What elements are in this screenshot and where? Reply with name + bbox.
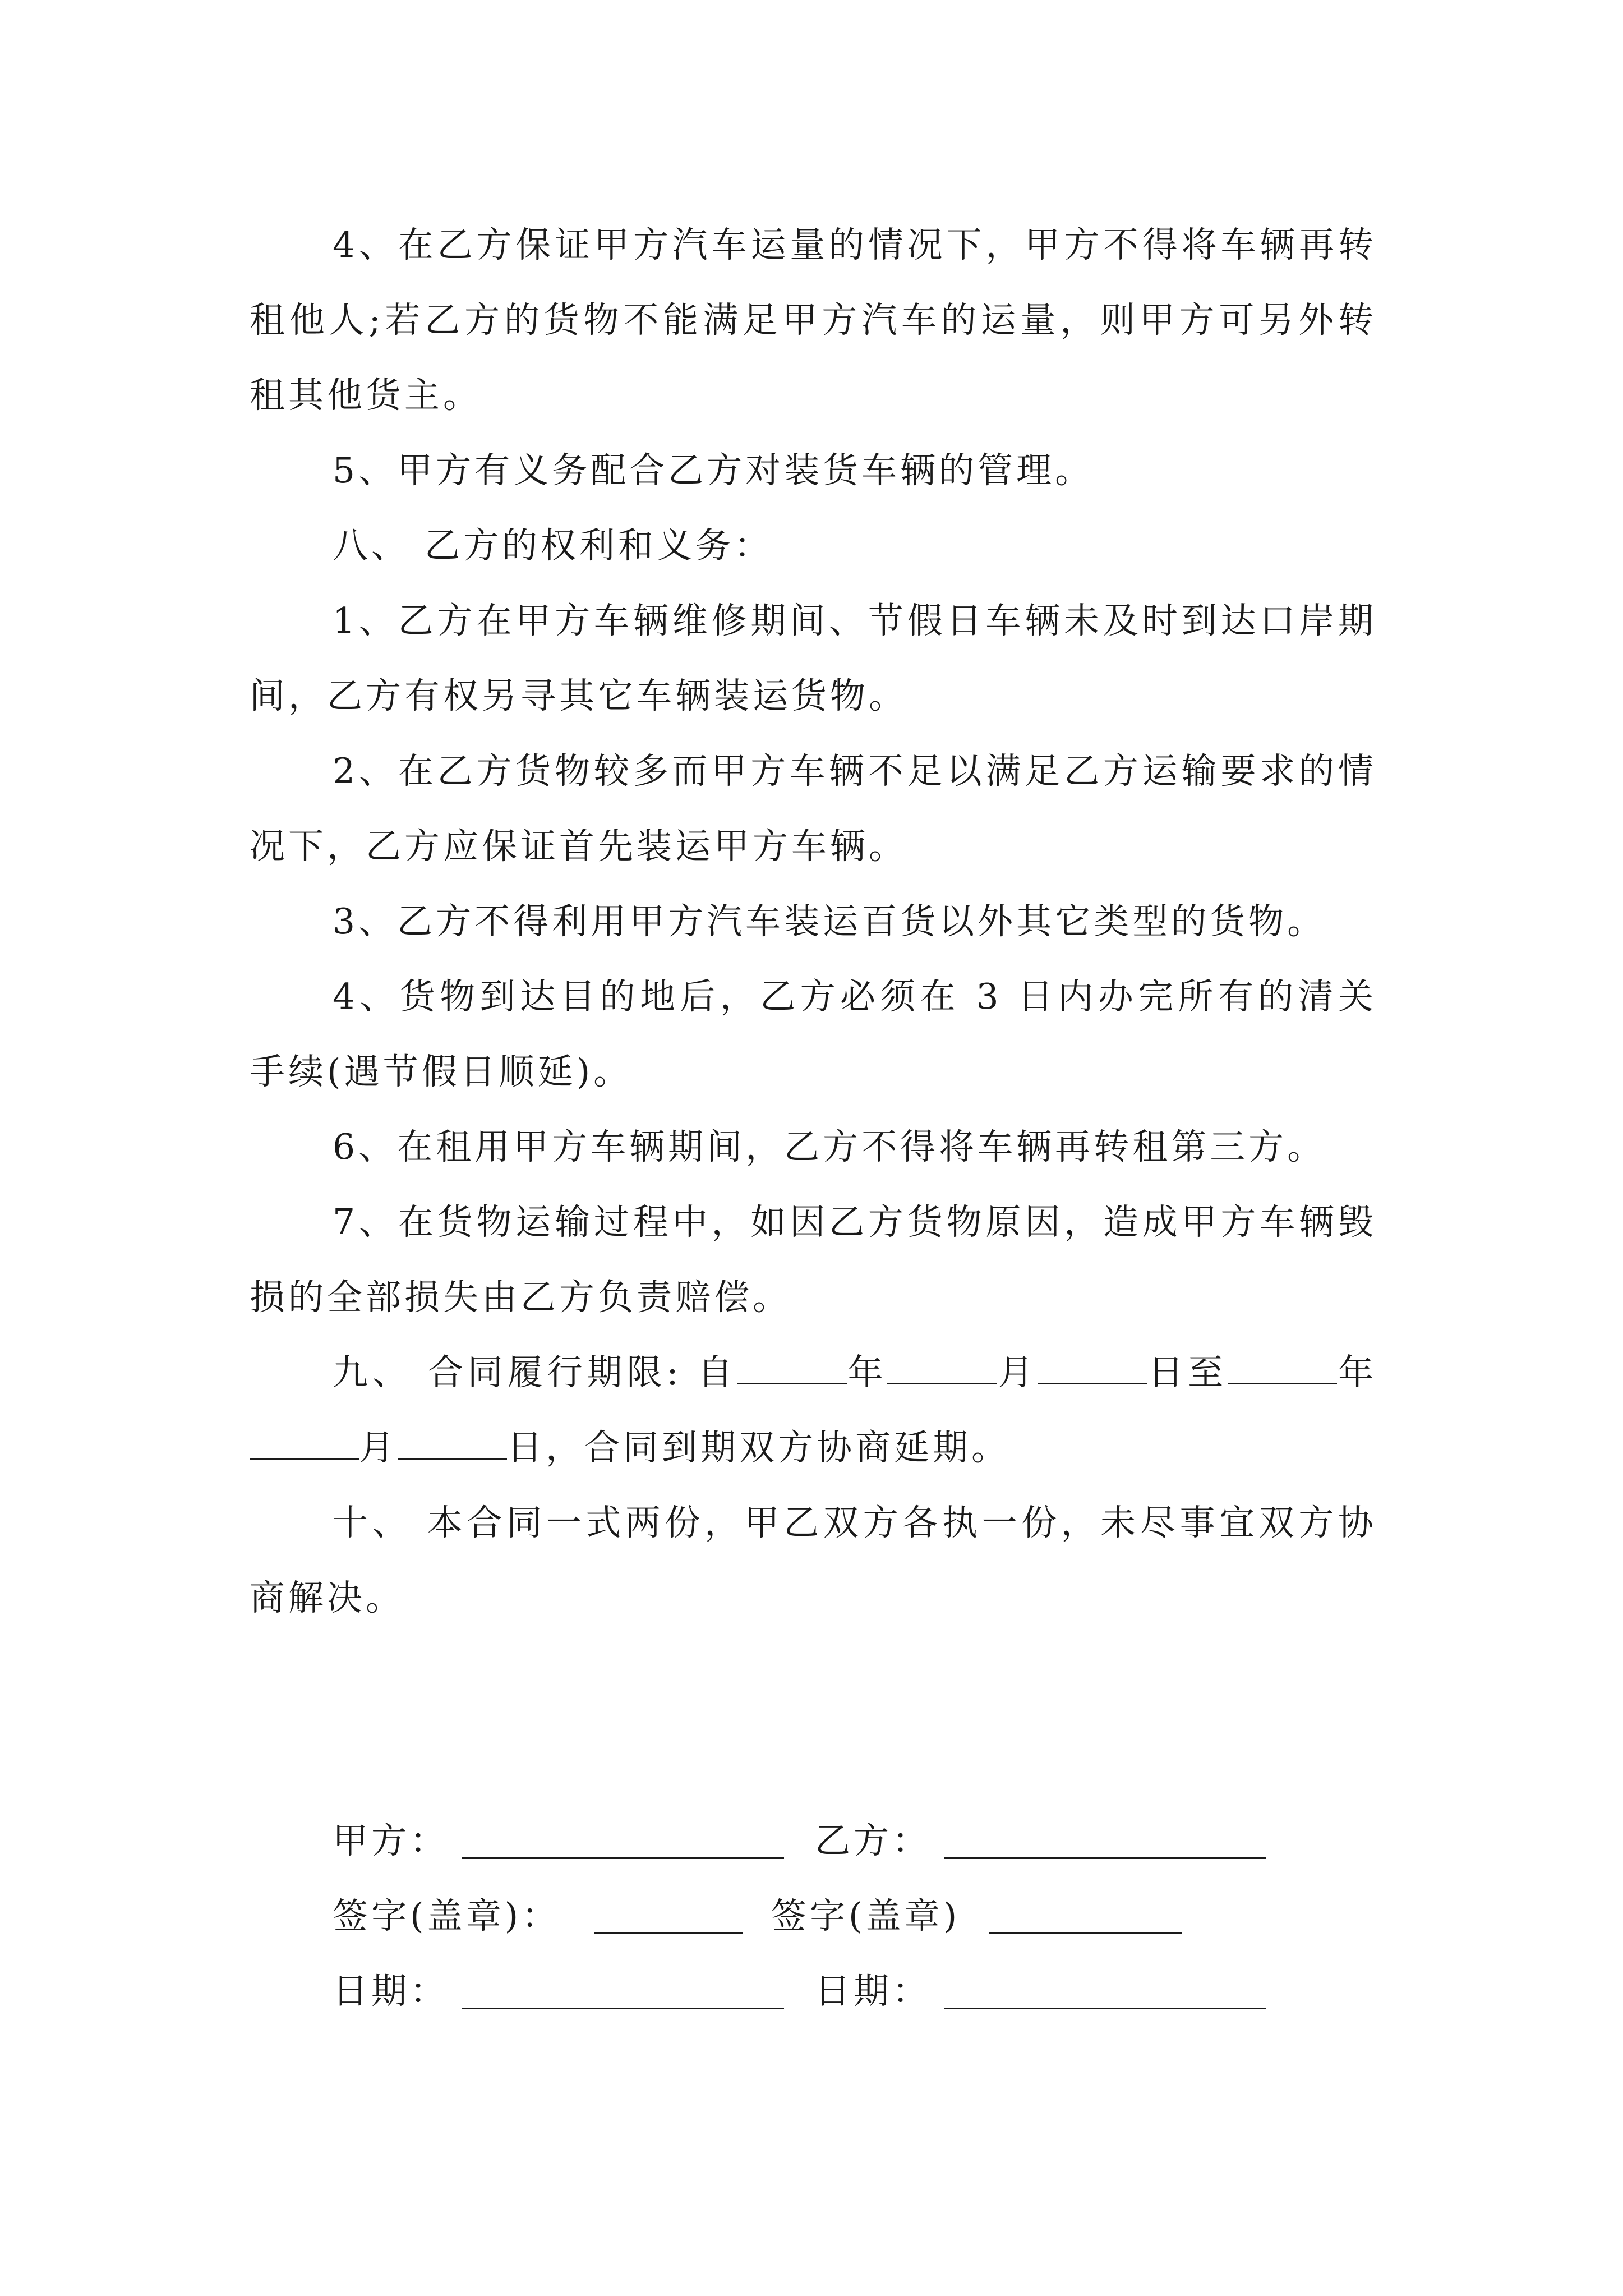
- party-a-line[interactable]: [462, 1857, 784, 1859]
- clause-8-item-1: 1、乙方在甲方车辆维修期间、节假日车辆未及时到达口岸期间，乙方有权另寻其它车辆装运货物。: [250, 600, 1377, 716]
- start-year-blank[interactable]: [737, 1343, 847, 1384]
- term-year-2: 年: [1337, 1352, 1377, 1393]
- sign-a-line[interactable]: [594, 1932, 743, 1934]
- start-month-blank[interactable]: [887, 1343, 997, 1384]
- clause-8-item-7: 7、在货物运输过程中，如因乙方货物原因，造成甲方车辆毁损的全部损失由乙方负责赔偿。: [250, 1202, 1377, 1318]
- party-row: [333, 1803, 1398, 1879]
- end-day-blank[interactable]: [398, 1419, 507, 1460]
- end-year-blank[interactable]: [1228, 1343, 1337, 1384]
- party-a-label: 甲方：: [333, 1820, 449, 1861]
- contract-body: [250, 208, 1377, 1636]
- term-month-2: 月: [359, 1427, 398, 1468]
- section-8-heading: 八、 乙方的权利和义务：: [333, 525, 773, 566]
- section-10-clause: 十、 本合同一式两份，甲乙双方各执一份，未尽事宜双方协商解决。: [250, 1502, 1377, 1618]
- signature-row: [333, 1879, 1398, 1954]
- clause-7-item-4: 4、在乙方保证甲方汽车运量的情况下，甲方不得将车辆再转租他人;若乙方的货物不能满足甲方汽车的运量，则甲方可另外转租其他货主。: [250, 224, 1377, 416]
- term-year-1: 年: [846, 1352, 888, 1393]
- date-row: [333, 1954, 1398, 2029]
- date-b-label: 日期：: [815, 1971, 931, 2012]
- date-a-label: 日期：: [333, 1971, 449, 2012]
- start-day-blank[interactable]: [1038, 1343, 1147, 1384]
- end-month-blank[interactable]: [250, 1419, 359, 1460]
- clause-8-item-6: 6、在租用甲方车辆期间，乙方不得将车辆再转租第三方。: [333, 1126, 1326, 1167]
- term-prefix: 九、 合同履行期限: 自: [333, 1352, 737, 1393]
- clause-8-item-3: 3、乙方不得利用甲方汽车装运百货以外其它类型的货物。: [333, 901, 1326, 942]
- term-suffix: 日，合同到期双方协商延期。: [507, 1427, 1010, 1468]
- section-9-term-clause: [250, 1335, 1377, 1485]
- sign-b-line[interactable]: [989, 1932, 1182, 1934]
- date-a-line[interactable]: [462, 2008, 784, 2009]
- sign-b-label: 签字(盖章): [771, 1895, 961, 1936]
- signature-block: [333, 1803, 1398, 2029]
- term-day-to: 日至: [1147, 1352, 1228, 1393]
- term-month-1: 月: [997, 1352, 1038, 1393]
- sign-a-label: 签字(盖章)：: [333, 1895, 561, 1936]
- date-b-line[interactable]: [944, 2008, 1266, 2009]
- clause-8-item-2: 2、在乙方货物较多而甲方车辆不足以满足乙方运输要求的情况下，乙方应保证首先装运甲方车辆。: [250, 751, 1377, 867]
- party-b-line[interactable]: [944, 1857, 1266, 1859]
- party-b-label: 乙方：: [815, 1820, 931, 1861]
- clause-7-item-5: 5、甲方有义务配合乙方对装货车辆的管理。: [333, 450, 1094, 491]
- clause-8-item-4: 4、货物到达目的地后，乙方必须在 3 日内办完所有的清关手续(遇节假日顺延)。: [250, 976, 1377, 1092]
